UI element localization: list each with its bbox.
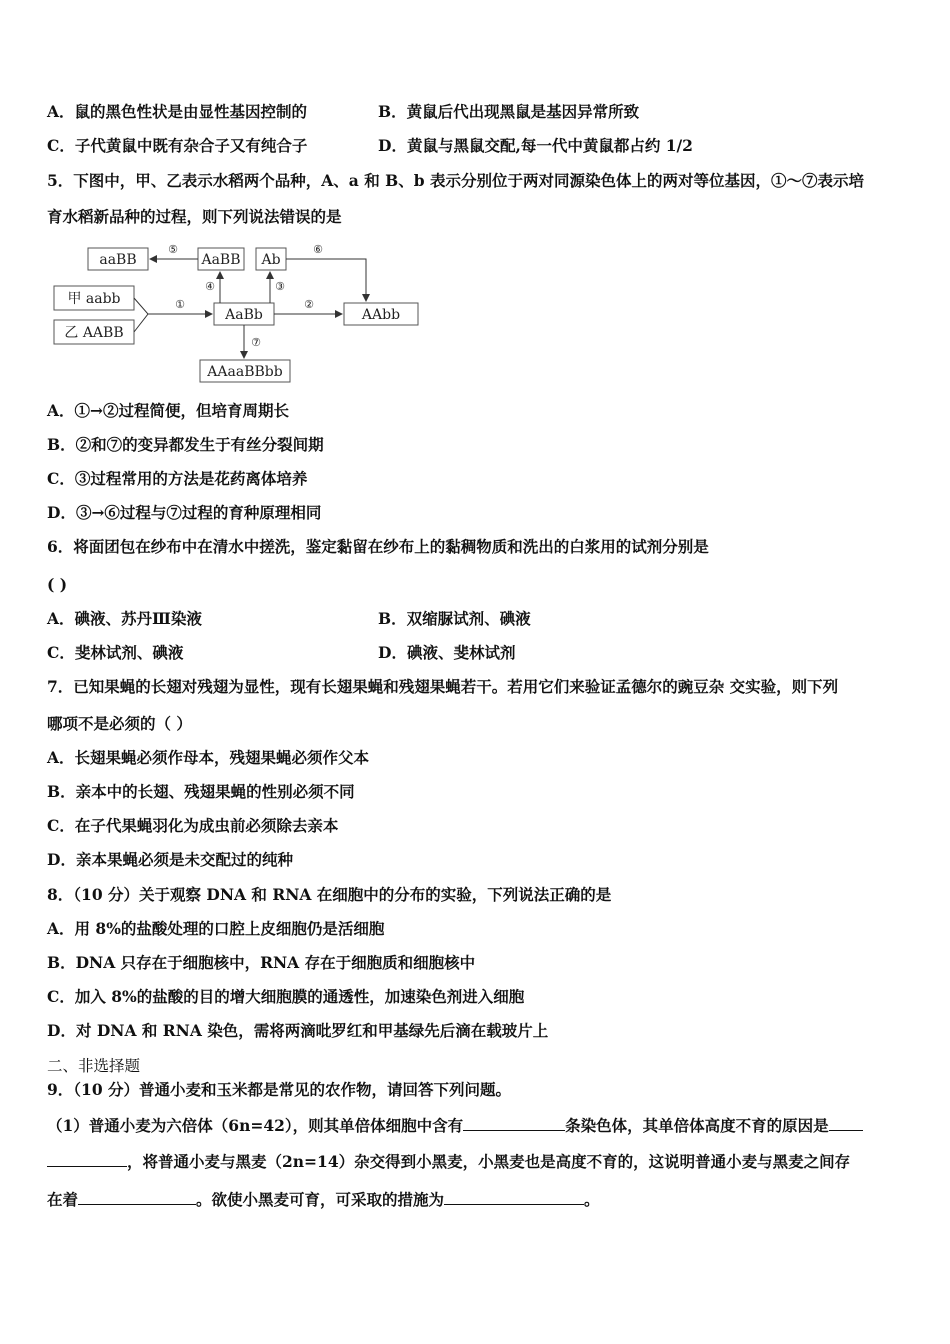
step-5: ⑤ — [168, 243, 178, 256]
q4-option-d: D．黄鼠与黑鼠交配,每一代中黄鼠都占约 1/2 — [378, 136, 693, 155]
q4-option-c: C．子代黄鼠中既有杂合子又有纯合子 — [47, 136, 308, 155]
q9-part1-line2 — [47, 1150, 850, 1172]
q8-option-d: D．对 DNA 和 RNA 染色，需将两滴吡罗红和甲基绿先后滴在载玻片上 — [47, 1021, 549, 1040]
q9-part1-line1 — [47, 1114, 863, 1136]
q7-option-d: D．亲本果蝇必须是未交配过的纯种 — [47, 850, 293, 869]
q6-option-a: A．碘液、苏丹Ⅲ染液 — [47, 609, 202, 628]
q8-stem: 8．（10 分）关于观察 DNA 和 RNA 在细胞中的分布的实验，下列说法正确的是 — [47, 885, 612, 904]
section-heading: 二、非选择题 — [47, 1057, 141, 1075]
q5-option-c: C．③过程常用的方法是花药离体培养 — [47, 469, 308, 488]
label-AAaaBBbb: AAaaBBbb — [207, 364, 283, 380]
q9-stem: 9．（10 分）普通小麦和玉米都是常见的农作物，请回答下列问题。 — [47, 1080, 512, 1099]
q9-part1-line3 — [47, 1188, 600, 1210]
label-AAbb: AAbb — [361, 307, 401, 323]
step-1: ① — [175, 298, 185, 311]
step-3: ③ — [275, 280, 285, 293]
blank-2[interactable] — [829, 1114, 863, 1131]
q6-stem: 6．将面团包在纱布中在清水中搓洗，鉴定黏留在纱布上的黏稠物质和洗出的白浆用的试剂分别是 — [47, 537, 709, 556]
label-Ab: Ab — [261, 252, 281, 268]
step-7: ⑦ — [251, 336, 261, 349]
q5-option-d: D．③→⑥过程与⑦过程的育种原理相同 — [47, 503, 322, 522]
q9-text-b: 条染色体，其单倍体高度不育的原因是 — [565, 1116, 829, 1135]
q9-text-c: ，将普通小麦与黑麦（2n=14）杂交得到小黑麦，小黑麦也是高度不育的，这说明普通小麦与黑麦之间存 — [127, 1152, 851, 1171]
q5-option-b: B．②和⑦的变异都发生于有丝分裂间期 — [47, 435, 324, 454]
blank-4[interactable] — [444, 1188, 584, 1205]
q6-option-d: D．碘液、斐林试剂 — [378, 643, 516, 662]
q5-stem-line1: 5．下图中，甲、乙表示水稻两个品种，A、a 和 B、b 表示分别位于两对同源染色体上的两对等位基因，①～⑦表示培 — [47, 171, 864, 190]
q7-option-c: C．在子代果蝇羽化为成虫前必须除去亲本 — [47, 816, 339, 835]
q9-text-e: 。欲使小黑麦可育，可采取的措施为 — [196, 1190, 445, 1209]
blank-1[interactable] — [463, 1114, 565, 1131]
label-jia: 甲 aabb — [67, 291, 121, 307]
breeding-diagram — [48, 240, 428, 385]
blank-3[interactable] — [78, 1188, 196, 1205]
q7-option-a: A．长翅果蝇必须作母本，残翅果蝇必须作父本 — [47, 748, 370, 767]
q4-option-a: A．鼠的黑色性状是由显性基因控制的 — [47, 102, 308, 121]
label-AaBB: AaBB — [201, 252, 241, 268]
q9-text-f: 。 — [584, 1190, 600, 1209]
q9-text-d: 在着 — [47, 1190, 79, 1209]
q4-option-b: B．黄鼠后代出现黑鼠是基因异常所致 — [378, 102, 640, 121]
label-AaBb: AaBb — [225, 307, 263, 323]
q7-option-b: B．亲本中的长翅、残翅果蝇的性别必须不同 — [47, 782, 355, 801]
q8-option-b: B．DNA 只存在于细胞核中，RNA 存在于细胞质和细胞核中 — [47, 953, 476, 972]
q5-stem-line2: 育水稻新品种的过程，则下列说法错误的是 — [47, 207, 342, 226]
q6-answer-paren: ( ) — [47, 575, 68, 594]
step-6: ⑥ — [313, 243, 323, 256]
q8-option-a: A．用 8%的盐酸处理的口腔上皮细胞仍是活细胞 — [47, 919, 385, 938]
label-yi: 乙 AABB — [64, 325, 124, 341]
step-4: ④ — [205, 280, 215, 293]
q8-option-c: C．加入 8%的盐酸的目的增大细胞膜的通透性，加速染色剂进入细胞 — [47, 987, 525, 1006]
q9-text-a: （1）普通小麦为六倍体（6n=42），则其单倍体细胞中含有 — [47, 1116, 464, 1135]
label-aaBB: aaBB — [99, 252, 137, 268]
q6-option-b: B．双缩脲试剂、碘液 — [378, 609, 531, 628]
q6-option-c: C．斐林试剂、碘液 — [47, 643, 184, 662]
q5-option-a: A．①→②过程简便，但培育周期长 — [47, 401, 290, 420]
step-2: ② — [304, 298, 314, 311]
blank-2-cont[interactable] — [47, 1150, 127, 1167]
q7-stem-line1: 7．已知果蝇的长翅对残翅为显性，现有长翅果蝇和残翅果蝇若干。若用它们来验证孟德尔的豌豆杂 交实验，则下列 — [47, 677, 839, 696]
q7-stem-line2: 哪项不是必须的（ ） — [47, 714, 192, 733]
